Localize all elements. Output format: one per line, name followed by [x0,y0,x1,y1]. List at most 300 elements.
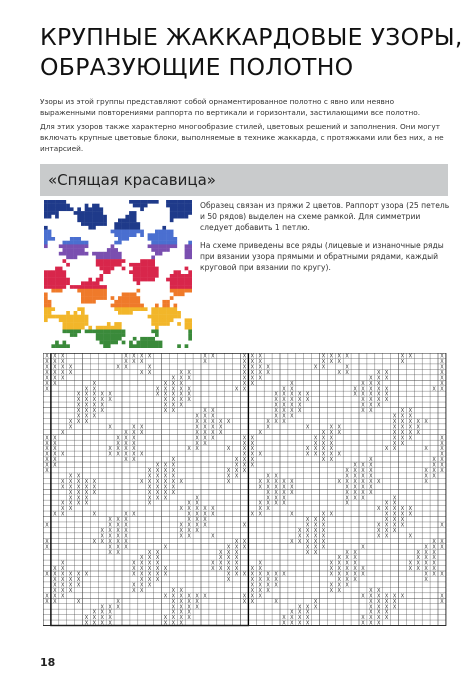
chart-cell-mark: X [400,424,405,431]
chart-cell-mark: X [361,402,365,409]
chart-cell-mark: X [163,473,168,480]
chart-cell-mark: X [219,560,223,567]
chart-cell-mark: X [171,386,176,393]
chart-cell-mark: X [171,457,176,464]
chart-cell-mark: X [392,517,397,524]
chart-cell-mark: X [61,353,65,360]
chart-cell-mark: X [68,364,73,371]
chart-cell-mark: X [377,402,381,409]
chart-cell-mark: X [266,478,270,485]
chart-cell-mark: X [392,424,397,431]
chart-cell-mark: X [92,402,97,409]
chart-cell-mark: X [298,527,302,534]
chart-cell-mark: X [392,598,397,605]
chart-cell-mark: X [258,560,262,567]
chart-cell-mark: X [353,484,357,491]
chart-cell-mark: X [313,435,318,442]
chart-cell-mark: X [282,418,286,425]
chart-cell-mark: X [282,620,286,627]
chart-cell-mark: X [432,473,436,480]
chart-cell-mark: X [163,408,168,415]
chart-cell-mark: X [274,397,278,404]
chart-cell-mark: X [53,435,57,442]
chart-cell-mark: X [171,402,176,409]
chart-cell-mark: X [384,369,389,376]
chart-cell-mark: X [76,408,81,415]
chart-cell-mark: X [274,484,278,491]
chart-cell-mark: X [76,478,81,485]
chart-cell-mark: X [76,413,81,420]
chart-cell-mark: X [53,451,57,458]
chart-cell-mark: X [155,468,160,474]
chart-cell-mark: X [424,549,428,556]
chart-cell-mark: X [250,582,255,589]
chart-cell-mark: X [61,369,65,376]
chart-cell-mark: X [321,522,326,529]
chart-cell-mark: X [140,424,144,431]
chart-cell-mark: X [416,560,420,567]
chart-cell-mark: X [329,457,334,464]
chart-cell-mark: X [187,593,191,600]
chart-cell-mark: X [298,609,302,616]
chart-cell-mark: X [392,429,397,436]
chart-cell-mark: X [147,560,152,567]
chart-cell-mark: X [53,511,57,518]
chart-cell-mark: X [274,478,278,485]
chart-cell-mark: X [305,533,310,540]
page-title [40,22,463,82]
chart-cell-mark: X [195,424,199,431]
chart-cell-mark: X [187,604,191,611]
chart-cell-mark: X [250,435,255,442]
chart-cell-mark: X [163,484,168,491]
chart-cell-mark: X [432,571,436,578]
chart-cell-mark: X [76,484,81,491]
chart-cell-mark: X [361,478,365,485]
swatch-photo [44,200,192,348]
chart-cell-mark: X [440,353,444,360]
chart-cell-mark: X [171,408,176,415]
chart-cell-mark: X [298,533,302,540]
chart-cell-mark: X [187,375,191,382]
chart-cell-mark: X [187,506,191,513]
chart-cell-mark: X [53,380,57,387]
chart-cell-mark: X [234,549,239,556]
chart-cell-mark: X [298,408,302,415]
chart-cell-mark: X [258,353,262,360]
chart-cell-mark: X [147,353,152,360]
chart-cell-mark: X [108,424,112,431]
chart-cell-mark: X [345,353,349,360]
chart-cell-mark: X [163,566,168,573]
chart-cell-mark: X [147,549,152,556]
chart-cell-mark: X [61,571,65,578]
chart-cell-mark: X [440,435,444,442]
chart-cell-mark: X [84,397,89,404]
chart-cell-mark: X [369,620,373,627]
chart-cell-mark: X [392,495,397,502]
chart-cell-mark: X [305,544,310,551]
chart-cell-mark: X [408,506,413,513]
chart-cell-mark: X [345,560,349,567]
chart-cell-mark: X [440,369,444,376]
chart-cell-mark: X [179,522,183,529]
chart-cell-mark: X [61,375,65,382]
chart-cell-mark: X [305,609,310,616]
chart-cell-mark: X [345,478,349,485]
chart-cell-mark: X [329,446,334,453]
chart-cell-mark: X [258,375,262,382]
chart-cell-mark: X [92,386,97,393]
chart-cell-mark: X [321,435,326,442]
chart-cell-mark: X [369,391,373,398]
chart-cell-mark: X [353,555,357,562]
chart-cell-mark: X [45,435,49,442]
chart-cell-mark: X [234,468,239,474]
chart-cell-mark: X [108,527,112,534]
chart-cell-mark: X [124,435,128,442]
chart-cell-mark: X [179,598,183,605]
chart-cell-mark: X [68,500,73,507]
chart-cell-mark: X [424,544,428,551]
chart-cell-mark: X [258,359,262,365]
chart-cell-mark: X [266,500,270,507]
chart-cell-mark: X [424,560,428,567]
chart-cell-mark: X [440,544,444,551]
chart-cell-mark: X [203,429,207,436]
chart-cell-mark: X [377,397,381,404]
chart-cell-mark: X [140,451,144,458]
chart-cell-mark: X [384,391,389,398]
chart-cell-mark: X [147,468,152,474]
chart-cell-mark: X [258,364,262,371]
chart-cell-mark: X [155,391,160,398]
chart-cell-mark: X [392,413,397,420]
chart-cell-mark: X [179,593,183,600]
chart-cell-mark: X [329,440,334,447]
chart-cell-mark: X [100,533,104,540]
chart-cell-mark: X [242,538,247,545]
chart-cell-mark: X [171,478,176,485]
chart-cell-mark: X [440,446,444,453]
chart-cell-mark: X [171,604,176,611]
chart-cell-mark: X [76,495,81,502]
chart-cell-mark: X [321,446,326,453]
chart-cell-mark: X [377,369,381,376]
chart-cell-mark: X [290,620,294,627]
chart-cell-mark: X [337,429,341,436]
chart-cell-mark: X [171,587,176,594]
chart-cell-mark: X [377,386,381,393]
chart-cell-mark: X [416,429,420,436]
chart-cell-mark: X [400,429,405,436]
chart-cell-mark: X [108,609,112,616]
chart-cell-mark: X [432,468,436,474]
chart-cell-mark: X [179,506,183,513]
chart-cell-mark: X [61,582,65,589]
chart-cell-mark: X [242,468,247,474]
chart-cell-mark: X [84,402,89,409]
chart-cell-mark: X [361,386,365,393]
chart-cell-mark: X [424,478,428,485]
chart-cell-mark: X [250,598,255,605]
chart-cell-mark: X [400,418,405,425]
chart-cell-mark: X [432,457,436,464]
chart-cell-mark: X [45,538,49,545]
chart-cell-mark: X [274,413,278,420]
chart-cell-mark: X [266,364,270,371]
chart-cell-mark: X [92,489,97,496]
chart-cell-mark: X [400,511,405,518]
chart-cell-mark: X [108,544,112,551]
chart-cell-mark: X [400,413,405,420]
chart-cell-mark: X [258,484,262,491]
chart-cell-mark: X [76,577,81,583]
chart-cell-mark: X [179,375,183,382]
chart-cell-mark: X [384,446,389,453]
chart-cell-mark: X [282,397,286,404]
chart-cell-mark: X [140,369,144,376]
page-number: 18 [40,656,56,669]
chart-cell-mark: X [258,571,262,578]
chart-cell-mark: X [392,511,397,518]
chart-cell-mark: X [124,522,128,529]
chart-cell-mark: X [242,435,247,442]
chart-cell-mark: X [171,489,176,496]
chart-cell-mark: X [171,397,176,404]
chart-cell-mark: X [440,359,444,365]
chart-cell-mark: X [369,593,373,600]
chart-cell-mark: X [61,429,65,436]
chart-cell-mark: X [250,511,255,518]
chart-cell-mark: X [369,489,373,496]
chart-cell-mark: X [163,478,168,485]
chart-cell-mark: X [163,397,168,404]
chart-cell-mark: X [53,593,57,600]
chart-cell-mark: X [116,604,120,611]
chart-cell-mark: X [242,457,247,464]
chart-cell-mark: X [321,364,326,371]
chart-cell-mark: X [147,495,152,502]
chart-cell-mark: X [84,418,89,425]
chart-cell-mark: X [432,560,436,567]
chart-cell-mark: X [92,484,97,491]
chart-cell-mark: X [211,566,215,573]
chart-cell-mark: X [108,549,112,556]
chart-cell-mark: X [76,473,81,480]
chart-cell-mark: X [432,386,436,393]
chart-cell-mark: X [377,609,381,616]
chart-cell-mark: X [250,380,255,387]
chart-cell-mark: X [345,369,349,376]
chart-cell-mark: X [147,489,152,496]
chart-cell-mark: X [187,522,191,529]
chart-cell-mark: X [45,353,49,360]
chart-cell-mark: X [250,457,255,464]
chart-cell-mark: X [187,615,191,622]
chart-cell-mark: X [242,593,247,600]
chart-cell-mark: X [305,451,310,458]
chart-cell-mark: X [313,549,318,556]
chart-cell-mark: X [266,495,270,502]
chart-cell-mark: X [92,397,97,404]
chart-cell-mark: X [353,386,357,393]
chart-cell-mark: X [282,402,286,409]
chart-cell-mark: X [408,560,413,567]
chart-cell-mark: X [195,517,199,524]
chart-cell-mark: X [329,511,334,518]
chart-cell-mark: X [290,402,294,409]
chart-cell-mark: X [53,587,57,594]
chart-cell-mark: X [187,609,191,616]
chart-cell-mark: X [432,538,436,545]
chart-cell-mark: X [147,369,152,376]
chart-cell-mark: X [384,375,389,382]
chart-cell-mark: X [53,369,57,376]
chart-cell-mark: X [440,457,444,464]
chart-cell-mark: X [290,413,294,420]
chart-cell-mark: X [424,566,428,573]
chart-cell-mark: X [345,495,349,502]
chart-cell-mark: X [124,517,128,524]
chart-cell-mark: X [187,598,191,605]
chart-cell-mark: X [76,489,81,496]
chart-cell-mark: X [76,418,81,425]
chart-cell-mark: X [187,500,191,507]
chart-cell-mark: X [100,527,104,534]
chart-cell-mark: X [140,555,144,562]
chart-cell-mark: X [298,391,302,398]
chart-cell-mark: X [258,429,262,436]
chart-cell-mark: X [179,527,183,534]
chart-cell-mark: X [377,375,381,382]
chart-cell-mark: X [234,544,239,551]
chart-cell-mark: X [132,582,136,589]
chart-cell-mark: X [124,364,128,371]
chart-cell-mark: X [242,440,247,447]
chart-cell-mark: X [282,571,286,578]
chart-cell-mark: X [211,424,215,431]
chart-cell-mark: X [266,424,270,431]
chart-cell-mark: X [242,598,247,605]
chart-cell-mark: X [290,391,294,398]
chart-cell-mark: X [321,533,326,540]
chart-cell-mark: X [124,457,128,464]
chart-cell-mark: X [298,620,302,627]
chart-cell-mark: X [147,478,152,485]
chart-cell-mark: X [361,462,365,469]
chart-cell-mark: X [440,538,444,545]
chart-cell-mark: X [53,462,57,469]
chart-cell-mark: X [408,533,413,540]
chart-cell-mark: X [45,571,49,578]
chart-cell-mark: X [100,402,104,409]
chart-cell-mark: X [266,484,270,491]
chart-cell-mark: X [416,555,420,562]
chart-cell-mark: X [163,495,168,502]
chart-cell-mark: X [116,435,120,442]
chart-cell-mark: X [345,473,349,480]
chart-cell-mark: X [305,391,310,398]
chart-cell-mark: X [321,457,326,464]
chart-cell-mark: X [384,386,389,393]
chart-cell-mark: X [432,462,436,469]
chart-cell-mark: X [187,533,191,540]
chart-cell-mark: X [187,446,191,453]
pattern-chart [43,353,453,630]
chart-cell-mark: X [321,527,326,534]
chart-cell-mark: X [53,457,57,464]
chart-cell-mark: X [258,582,262,589]
chart-cell-mark: X [132,457,136,464]
chart-cell-mark: X [337,582,341,589]
chart-cell-mark: X [242,375,247,382]
chart-cell-mark: X [242,571,247,578]
chart-cell-mark: X [219,555,223,562]
chart-cell-mark: X [211,533,215,540]
chart-cell-mark: X [321,517,326,524]
chart-cell-mark: X [132,359,136,365]
chart-cell-mark: X [298,615,302,622]
chart-cell-mark: X [108,451,112,458]
chart-cell-mark: X [408,424,413,431]
chart-cell-mark: X [61,364,65,371]
chart-cell-mark: X [84,620,89,627]
chart-cell-mark: X [53,359,57,365]
chart-cell-mark: X [68,424,73,431]
chart-cell-mark: X [345,566,349,573]
chart-cell-mark: X [203,522,207,529]
chart-cell-mark: X [140,571,144,578]
chart-cell-mark: X [369,397,373,404]
chart-cell-mark: X [84,615,89,622]
chart-cell-mark: X [155,566,160,573]
chart-cell-mark: X [282,478,286,485]
chart-cell-mark: X [61,451,65,458]
chart-cell-mark: X [140,587,144,594]
chart-cell-mark: X [195,593,199,600]
chart-cell-mark: X [163,468,168,474]
chart-cell-mark: X [234,473,239,480]
chart-cell-mark: X [76,402,81,409]
chart-cell-mark: X [61,577,65,583]
chart-cell-mark: X [258,593,262,600]
chart-cell-mark: X [76,582,81,589]
chart-cell-mark: X [140,582,144,589]
chart-cell-mark: X [242,364,247,371]
chart-cell-mark: X [132,353,136,360]
chart-cell-mark: X [155,489,160,496]
chart-cell-mark: X [147,566,152,573]
chart-cell-mark: X [140,478,144,485]
chart-cell-mark: X [132,587,136,594]
chart-cell-mark: X [392,500,397,507]
chart-cell-mark: X [226,418,231,425]
chart-cell-mark: X [282,484,286,491]
chart-cell-mark: X [369,375,373,382]
chart-cell-mark: X [282,391,286,398]
chart-cell-mark: X [440,380,444,387]
chart-cell-mark: X [250,375,255,382]
chart-cell-mark: X [187,511,191,518]
chart-cell-mark: X [345,549,349,556]
chart-cell-mark: X [124,527,128,534]
chart-cell-mark: X [384,500,389,507]
chart-cell-mark: X [171,484,176,491]
chart-cell-mark: X [116,544,120,551]
chart-cell-mark: X [290,511,294,518]
chart-cell-mark: X [116,538,120,545]
